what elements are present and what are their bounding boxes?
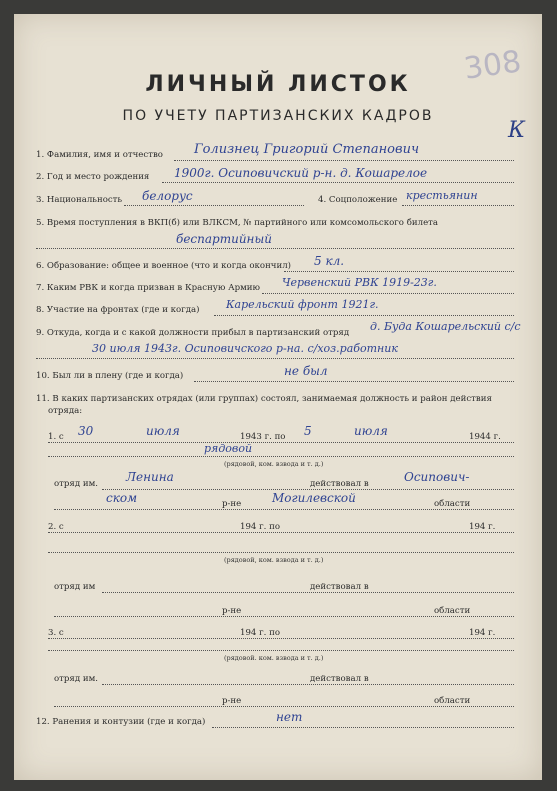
unit-3-otryad-label: отряд им. [54,674,99,684]
field-5-line [36,248,514,249]
field-6-value: 5 кл. [314,254,345,268]
unit-3-year-from: 194 г. по [240,628,281,638]
field-4-value: крестьянин [406,189,478,202]
unit-3-acted-label: действовал в [310,674,369,684]
unit-1-position-hint: (рядовой, ком. взвода и т. д.) [224,460,324,468]
unit-1-day-from: 30 [78,424,94,438]
unit-2-oblast-label: области [434,606,471,616]
unit-1-otryad-line [102,489,514,490]
field-7-label: 7. Каким РВК и когда призван в Красную Армию [36,283,260,293]
unit-1-num: 1. с [48,432,64,442]
field-10-label: 10. Был ли в плену (где и когда) [36,371,184,381]
field-4-label: 4. Соцположение [318,195,398,205]
field-9-value-a: д. Буда Кошарельский с/с [370,320,521,333]
unit-2-raion-label: р-не [222,606,242,616]
field-12-label: 12. Ранения и контузии (где и когда) [36,717,206,727]
unit-2-date-line [48,532,514,533]
unit-2-position-line [48,552,514,553]
document-subtitle: ПО УЧЕТУ ПАРТИЗАНСКИХ КАДРОВ [122,108,434,124]
check-mark: К [508,118,526,143]
unit-3-date-line [48,638,514,639]
unit-1-date-line [48,442,514,443]
field-3-line [124,205,304,206]
unit-1-raion-name: Осипович- [404,470,470,484]
unit-1-year-from: 1943 г. по [240,432,286,442]
unit-1-otryad-name: Ленина [126,470,174,484]
unit-2-otryad-line [102,592,514,593]
unit-3-oblast-label: области [434,696,471,706]
field-1-label: 1. Фамилия, имя и отчество [36,150,163,160]
unit-2-otryad-label: отряд им [54,582,96,592]
unit-3-otryad-line [102,684,514,685]
unit-2-region-line [54,616,514,617]
unit-3-num: 3. с [48,628,64,638]
unit-3-position-line [48,650,514,651]
unit-2-year-to: 194 г. [469,522,496,532]
field-9-value-b: 30 июля 1943г. Осиповичского р-на. с/хоз.работник [92,342,398,355]
field-6-line [284,271,514,272]
field-6-label: 6. Образование: общее и военное (что и когда окончил) [36,261,292,271]
field-9-line [36,358,514,359]
unit-1-raion-label: р-не [222,499,242,509]
unit-1-otryad-label: отряд им. [54,479,99,489]
field-10-line [194,381,514,382]
unit-1-month-to: июля [354,424,388,438]
unit-1-day-to: 5 [304,424,312,438]
field-9-label: 9. Откуда, когда и с какой должности прибыл в партизанский отряд [36,328,350,338]
field-7-value: Червенский РВК 1919-23г. [282,276,437,289]
field-5-value: беспартийный [176,232,272,246]
field-1-value: Голизнец Григорий Степанович [194,142,420,157]
unit-3-region-line [54,706,514,707]
unit-1-oblast-name: Могилевской [272,491,356,505]
personal-sheet [14,14,542,780]
unit-1-oblast-label: области [434,499,471,509]
field-8-value: Карельский фронт 1921г. [226,298,379,311]
unit-1-position-line [48,456,514,457]
field-3-label: 3. Национальность [36,195,123,205]
field-3-value: белорус [142,189,193,203]
unit-1-position: рядовой [204,442,253,455]
field-11-label: 11. В каких партизанских отрядах (или группах) состоял, занимаемая должность и район действия [36,394,492,404]
field-5-label: 5. Время поступления в ВКП(б) или ВЛКСМ, № партийного или комсомольского билета [36,218,439,228]
unit-1-acted-label: действовал в [310,479,369,489]
unit-1-month-from: июля [146,424,180,438]
field-2-label: 2. Год и место рождения [36,172,150,182]
unit-1-raion-name-cont: ском [106,491,138,505]
unit-3-position-hint: (рядовой. ком. взвода и т. д.) [224,654,324,662]
field-11-label-cont: отряда: [48,406,83,416]
unit-2-acted-label: действовал в [310,582,369,592]
field-2-value: 1900г. Осиповичский р-н. д. Кошарелое [174,166,428,180]
unit-1-year-to: 1944 г. [469,432,501,442]
field-1-line [174,160,514,161]
field-7-line [262,293,514,294]
unit-3-raion-label: р-не [222,696,242,706]
document-title: ЛИЧНЫЙ ЛИСТОК [145,72,411,97]
field-2-line [162,182,514,183]
field-8-line [214,315,514,316]
field-8-label: 8. Участие на фронтах (где и когда) [36,305,200,315]
unit-2-year-from: 194 г. по [240,522,281,532]
field-4-line [402,205,514,206]
unit-3-year-to: 194 г. [469,628,496,638]
field-12-line [212,727,514,728]
field-12-value: нет [276,710,303,724]
unit-2-num: 2. с [48,522,64,532]
unit-2-position-hint: (рядовой, ком. взвода и т. д.) [224,556,324,564]
field-10-value: не был [284,364,328,378]
archive-number: 308 [461,44,524,87]
unit-1-region-line [54,509,514,510]
